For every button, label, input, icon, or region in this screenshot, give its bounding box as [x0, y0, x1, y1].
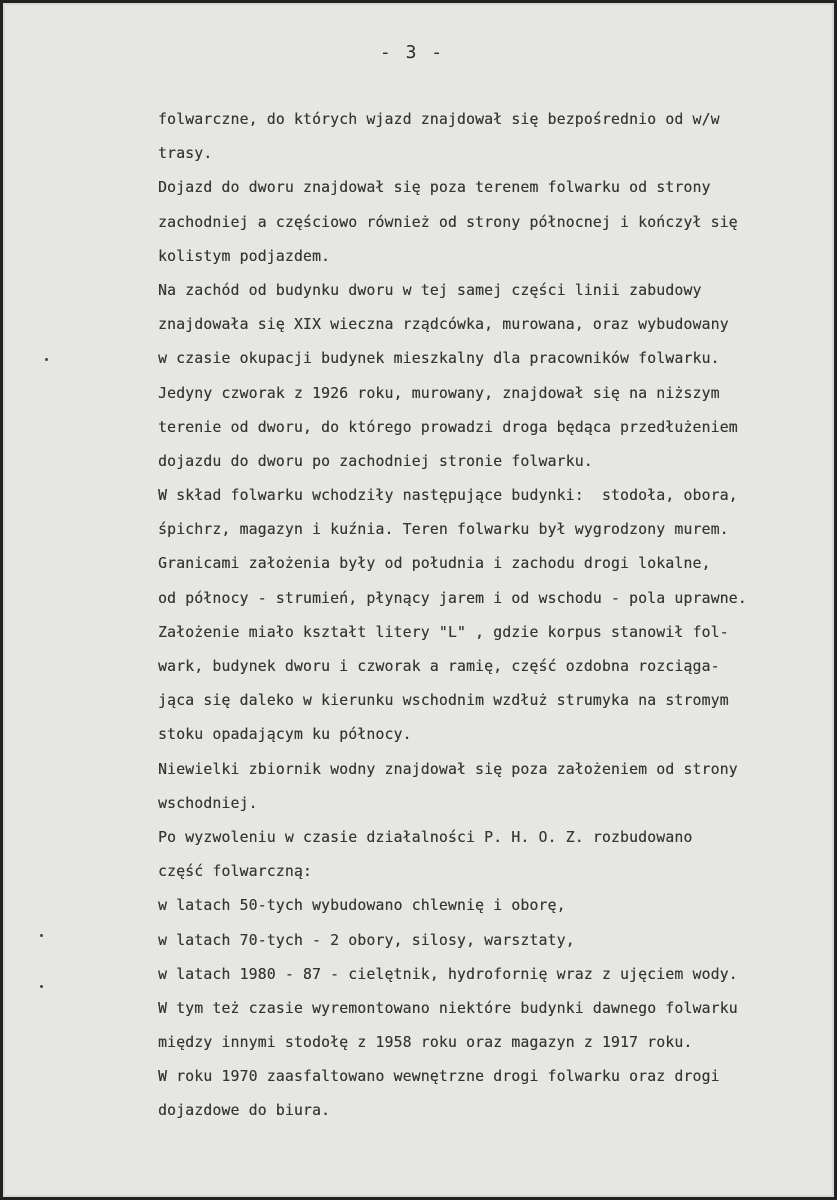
text-line: W skład folwarku wchodziły następujące budynki: stodoła, obora, [158, 487, 738, 505]
text-line: od północy - strumień, płynący jarem i od wschodu - pola uprawne. [158, 589, 747, 607]
text-line: między innymi stodołę z 1958 roku oraz magazyn z 1917 roku. [158, 1034, 693, 1052]
text-line: w latach 1980 - 87 - cielętnik, hydrofornię wraz z ujęciem wody. [158, 965, 738, 983]
text-line: Dojazd do dworu znajdował się poza terenem folwarku od strony [158, 179, 711, 197]
text-line: Niewielki zbiornik wodny znajdował się poza założeniem od strony [158, 760, 738, 778]
text-line: część folwarczną: [158, 863, 312, 881]
page-number: - 3 - [379, 42, 445, 63]
text-line: znajdowała się XIX wieczna rządcówka, murowana, oraz wybudowany [158, 316, 729, 334]
text-line: śpichrz, magazyn i kuźnia. Teren folwarku był wygrodzony murem. [158, 521, 729, 539]
text-line: w latach 70-tych - 2 obory, silosy, warsztaty, [158, 931, 575, 949]
text-line: wark, budynek dworu i czworak a ramię, część ozdobna rozciąga- [158, 658, 720, 675]
text-line: zachodniej a częściowo również od strony północnej i kończył się [158, 213, 738, 231]
margin-mark [40, 985, 43, 988]
text-line: stoku opadającym ku północy. [158, 726, 412, 744]
text-line: terenie od dworu, do którego prowadzi droga będąca przedłużeniem [158, 418, 738, 436]
text-line: Po wyzwoleniu w czasie działalności P. H. O. Z. rozbudowano [158, 828, 693, 846]
text-line: Granicami założenia były od południa i zachodu drogi lokalne, [158, 555, 711, 573]
text-line: folwarczne, do których wjazd znajdował się bezpośrednio od w/w [158, 111, 720, 128]
text-line: Jedyny czworak z 1926 roku, murowany, znajdował się na niższym [158, 384, 720, 402]
text-line: dojazdu do dworu po zachodniej stronie folwarku. [158, 452, 593, 470]
text-line: trasy. [158, 145, 213, 163]
text-line: Założenie miało kształt litery "L" , gdzie korpus stanowił fol- [158, 623, 729, 641]
text-line: jąca się daleko w kierunku wschodnim wzdłuż strumyka na stromym [158, 692, 729, 710]
margin-mark [40, 934, 43, 937]
text-line: W roku 1970 zaasfaltowano wewnętrzne drogi folwarku oraz drogi [158, 1068, 720, 1086]
text-line: W tym też czasie wyremontowano niektóre budynki dawnego folwarku [158, 999, 738, 1017]
text-line: dojazdowe do biura. [158, 1102, 331, 1120]
text-line: wschodniej. [158, 794, 258, 812]
text-line: w czasie okupacji budynek mieszkalny dla pracowników folwarku. [158, 350, 720, 368]
text-line: kolistym podjazdem. [158, 247, 331, 265]
text-line: w latach 50-tych wybudowano chlewnię i oborę, [158, 897, 566, 915]
document-body [158, 103, 837, 1129]
text-line: Na zachód od budynku dworu w tej samej części linii zabudowy [158, 281, 702, 299]
margin-mark [45, 358, 48, 361]
